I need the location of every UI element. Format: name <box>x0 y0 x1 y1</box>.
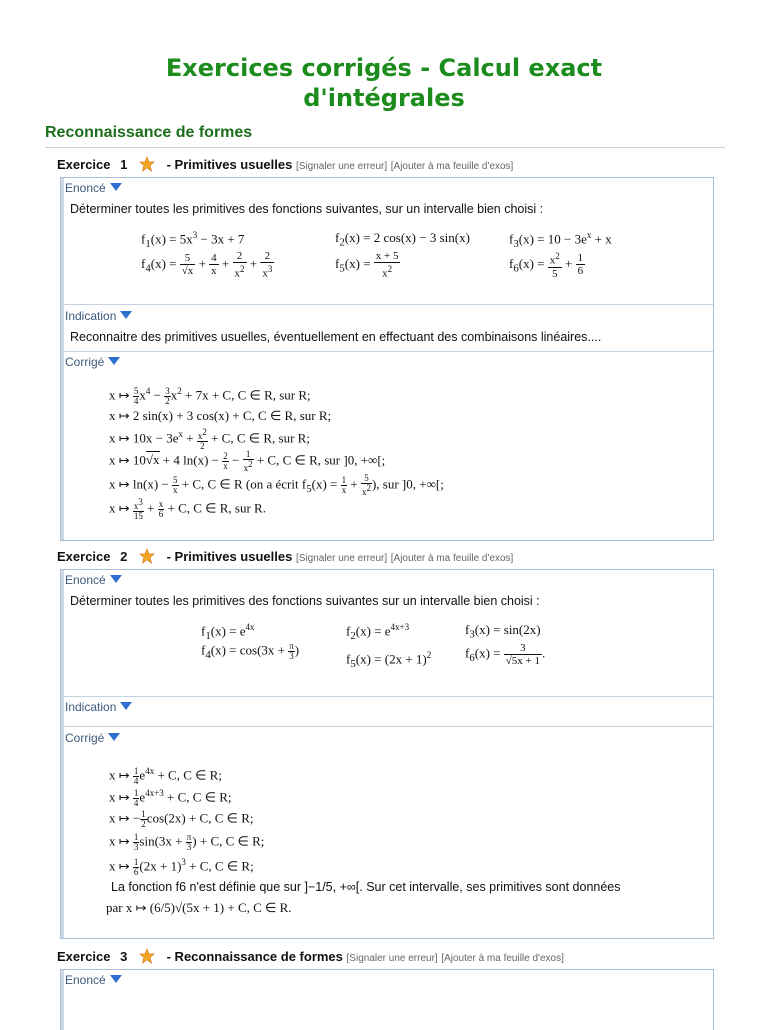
solution-line-5: x ↦ $\frac{1}{6}$ $(2x + 1)^3 + C$, C ∈ R; <box>109 856 254 877</box>
solution-line-3: x ↦ − $\frac{1}{2}$ cos(2x) + C, C ∈ R; <box>109 809 254 829</box>
corrige-label: Corrigé <box>65 731 105 745</box>
corrige-toggle[interactable] <box>65 731 120 745</box>
function-f5: $f_5(x) = (2x + 1)^2$ <box>346 650 432 670</box>
star-icon[interactable] <box>139 156 155 172</box>
triangle-down-icon <box>108 733 120 741</box>
exercise-2-box <box>60 569 714 939</box>
page-title-line2: d'intégrales <box>303 84 465 112</box>
indication-text: Reconnaitre des primitives usuelles, éventuellement en effectuant des combinaisons linéaires.... <box>70 330 602 344</box>
report-error-link[interactable]: [Signaler une erreur] <box>295 553 388 564</box>
exercise-title: - Reconnaissance de formes <box>166 949 343 964</box>
solution-line-2: x ↦ $\frac{1}{4}$ $e^{4x+3} + C$, C ∈ R; <box>109 787 232 808</box>
exercise-1-header <box>57 156 513 172</box>
corrige-label: Corrigé <box>65 355 105 369</box>
panel-accent-bar <box>61 178 64 540</box>
statement: Déterminer toutes les primitives des fonctions suivantes sur un intervalle bien choisi : <box>70 594 540 608</box>
enonce-label: Enoncé <box>65 181 106 195</box>
enonce-label: Enoncé <box>65 973 106 987</box>
solution-line-4: x ↦ $\frac{1}{3}$ sin(3x + $\frac{\pi}{3}$ ) + C, C ∈ R; <box>109 832 265 852</box>
enonce-toggle[interactable] <box>65 181 122 195</box>
triangle-down-icon <box>120 311 132 319</box>
corrige-toggle[interactable] <box>65 355 120 369</box>
solution-line-1: x ↦ $\frac{1}{4}$ $e^{4x} + C$, C ∈ R; <box>109 765 222 786</box>
panel-accent-bar <box>61 970 64 1030</box>
indication-toggle[interactable] <box>65 700 132 714</box>
panel-separator <box>61 351 713 352</box>
exercise-number: 1 <box>120 157 128 172</box>
triangle-down-icon <box>120 702 132 710</box>
exercise-word: Exercice <box>57 157 111 172</box>
solution-line-1: x ↦ $\frac{5}{4}$ $x^4$ − $\frac{3}{2}$ $x^2 + 7x + C$, C ∈ R, sur R; <box>109 385 311 406</box>
panel-separator <box>61 696 713 697</box>
solution-line-5: x ↦ ln(x) − $\frac{5}{x}$ + C, C ∈ R (on a écrit $f_5(x)$ = $\frac{1}{x}$ + $\frac{5}{x^2}$ ), sur ]0, +∞[; <box>109 473 444 497</box>
triangle-down-icon <box>110 975 122 983</box>
triangle-down-icon <box>108 357 120 365</box>
exercise-title: - Primitives usuelles <box>166 549 293 564</box>
indication-toggle[interactable] <box>65 309 132 323</box>
solution-note: La fonction f6 n'est définie que sur ]−1/5, +∞[. Sur cet intervalle, ses primitives sont données <box>111 880 621 894</box>
panel-separator <box>61 726 713 727</box>
solution-note-end: par x ↦ (6/5)√(5x + 1) + C, C ∈ R. <box>106 900 292 915</box>
exercise-number: 2 <box>120 549 128 564</box>
report-error-link[interactable]: [Signaler une erreur] <box>295 161 388 172</box>
enonce-toggle[interactable] <box>65 973 122 987</box>
function-f3: $f_3(x) = 10 - 3e^x + x$ <box>509 230 612 250</box>
exercise-3-header <box>57 948 564 964</box>
star-icon[interactable] <box>139 948 155 964</box>
function-f4: $f_4(x) = \cos(3x$ + $\frac{\pi}{3}$ ) <box>201 641 300 662</box>
panel-separator <box>61 304 713 305</box>
add-to-sheet-link[interactable]: [Ajouter à ma feuille d'exos] <box>441 953 564 964</box>
function-f1: $f_1(x) = 5x^3 - 3x + 7$ <box>141 230 245 250</box>
add-to-sheet-link[interactable]: [Ajouter à ma feuille d'exos] <box>390 161 514 172</box>
triangle-down-icon <box>110 575 122 583</box>
exercise-2-header <box>57 548 513 564</box>
star-icon[interactable] <box>139 548 155 564</box>
indication-label: Indication <box>65 309 117 323</box>
exercise-number: 3 <box>120 949 128 964</box>
report-error-link[interactable]: [Signaler une erreur] <box>346 953 438 964</box>
exercise-1-box <box>60 177 714 541</box>
triangle-down-icon <box>110 183 122 191</box>
enonce-toggle[interactable] <box>65 573 122 587</box>
exercise-word: Exercice <box>57 949 111 964</box>
function-f5: $f_5(x)$ = $\frac{x + 5}{x^2}$ <box>335 250 399 280</box>
section-divider <box>45 147 725 148</box>
function-f3: $f_3(x) = \sin(2x)$ <box>465 622 541 641</box>
indication-label: Indication <box>65 700 117 714</box>
exercise-word: Exercice <box>57 549 111 564</box>
panel-accent-bar <box>61 570 64 938</box>
exercise-title: - Primitives usuelles <box>166 157 293 172</box>
solution-line-3: x ↦ $10x - 3e^x$ + $\frac{x^2}{2}$ + C, C ∈ R, sur R; <box>109 427 310 451</box>
exercise-3-box <box>60 969 714 1030</box>
function-f1: $f_1(x) = e^{4x}$ <box>201 622 255 642</box>
section-title: Reconnaissance de formes <box>45 124 253 141</box>
function-f2: $f_2(x) = 2$ cos(x) − 3 sin(x) <box>335 230 470 249</box>
solution-line-6: x ↦ $\frac{x^3}{15}$ + $\frac{x}{6}$ + C, C ∈ R, sur R. <box>109 497 266 521</box>
page-title-line1: Exercices corrigés - Calcul exact <box>165 54 603 82</box>
solution-line-2: x ↦ 2 sin(x) + 3 cos(x) + C, C ∈ R, sur R; <box>109 408 332 423</box>
enonce-label: Enoncé <box>65 573 106 587</box>
function-f2: $f_2(x) = e^{4x+3}$ <box>346 622 410 642</box>
add-to-sheet-link[interactable]: [Ajouter à ma feuille d'exos] <box>390 553 514 564</box>
function-f6: $f_6(x)$ = $\frac{3}{√5x + 1}$ . <box>465 642 546 667</box>
function-f4: $f_4(x)$ = $\frac{5}{√x}$ + $\frac{4}{x}$ + $\frac{2}{x^2}$ + $\frac{2}{x^3}$ <box>141 250 273 280</box>
statement: Déterminer toutes les primitives des fonctions suivantes, sur un intervalle bien choisi : <box>70 202 544 216</box>
solution-line-4: x ↦ 10√x + 4 ln(x) − $\frac{2}{x}$ − $\frac{1}{x^2}$ + C, C ∈ R, sur ]0, +∞[; <box>109 449 386 473</box>
function-f6: $f_6(x)$ = $\frac{x^2}{5}$ + $\frac{1}{6}$ <box>509 251 584 280</box>
